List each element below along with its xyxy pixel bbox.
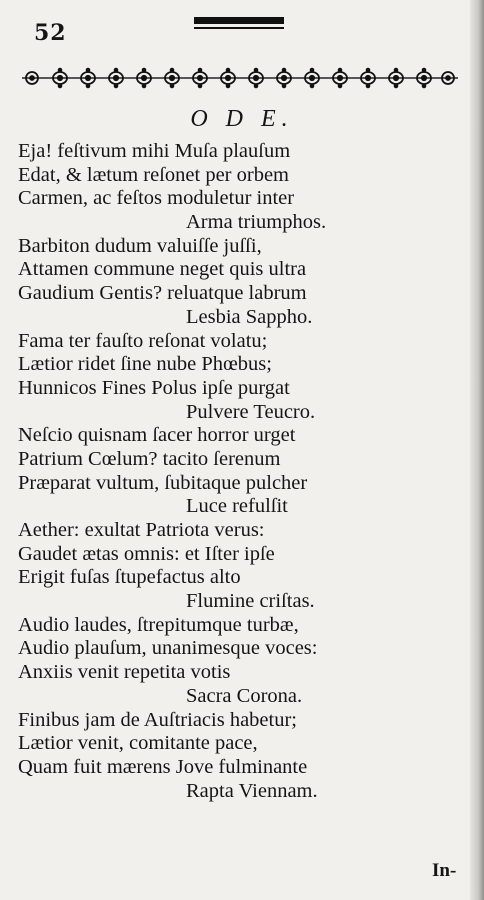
stanza [18,235,438,330]
stanza [18,424,438,519]
poem-line-adonic: Arma triumphos. [186,211,327,234]
poem-line: Attamen commune neget quis ultra [18,258,307,281]
poem-line-adonic: Sacra Corona. [186,684,303,707]
poem-line: Lætior ridet ſine nube Phœbus; [18,353,272,376]
poem-line-adonic: Pulvere Teucro. [186,400,316,423]
stanza [18,709,438,804]
poem-body [18,140,438,803]
ornamental-border [22,64,458,92]
header-rule-thin [194,27,284,29]
poem-line-adonic: Luce refulſit [186,495,288,518]
poem-line: Erigit fuſas ſtupefactus alto [18,566,241,589]
poem-line: Fama ter fauſto reſonat volatu; [18,329,268,352]
stanza [18,519,438,614]
stanza [18,140,438,235]
poem-line: Hunnicos Fines Polus ipſe purgat [18,376,290,399]
poem-line: Carmen, ac feſtos moduletur inter [18,187,295,210]
catchword: In- [432,860,457,881]
stanza [18,330,438,425]
poem-line: Barbiton dudum valuiſſe juſſi, [18,234,262,257]
poem-line: Patrium Cœlum? tacito ſerenum [18,447,281,470]
poem-line: Gaudium Gentis? reluatque labrum [18,282,307,305]
page-edge [470,0,484,900]
stanza [18,614,438,709]
page-number: 52 [34,20,67,46]
poem-line-adonic: Flumine criſtas. [186,590,315,613]
poem-line: Quam fuit mærens Jove fulminante [18,755,308,778]
header-rule [194,17,284,31]
poem-line-adonic: Rapta Viennam. [186,779,318,802]
poem-line: Audio plauſum, unanimesque voces: [18,637,318,660]
poem-line: Anxiis venit repetita votis [18,661,231,684]
poem-line: Aether: exultat Patriota verus: [18,519,265,541]
poem-title: O D E. [190,106,294,132]
poem-line: Neſcio quisnam ſacer horror urget [18,424,296,447]
header-rule-thick [194,17,284,24]
poem-line: Eja! feſtivum mihi Muſa plauſum [18,140,291,162]
poem-line: Gaudet ætas omnis: et Iſter ipſe [18,542,275,565]
poem-line: Præparat vultum, ſubitaque pulcher [18,471,308,494]
poem-line: Audio laudes, ſtrepitumque turbæ, [18,613,299,636]
poem-line: Edat, & lætum reſonet per orbem [18,163,289,186]
poem-line: Lætior venit, comitante pace, [18,732,258,755]
poem-line: Finibus jam de Auſtriacis habetur; [18,708,297,731]
poem-line-adonic: Lesbia Sappho. [186,305,313,328]
